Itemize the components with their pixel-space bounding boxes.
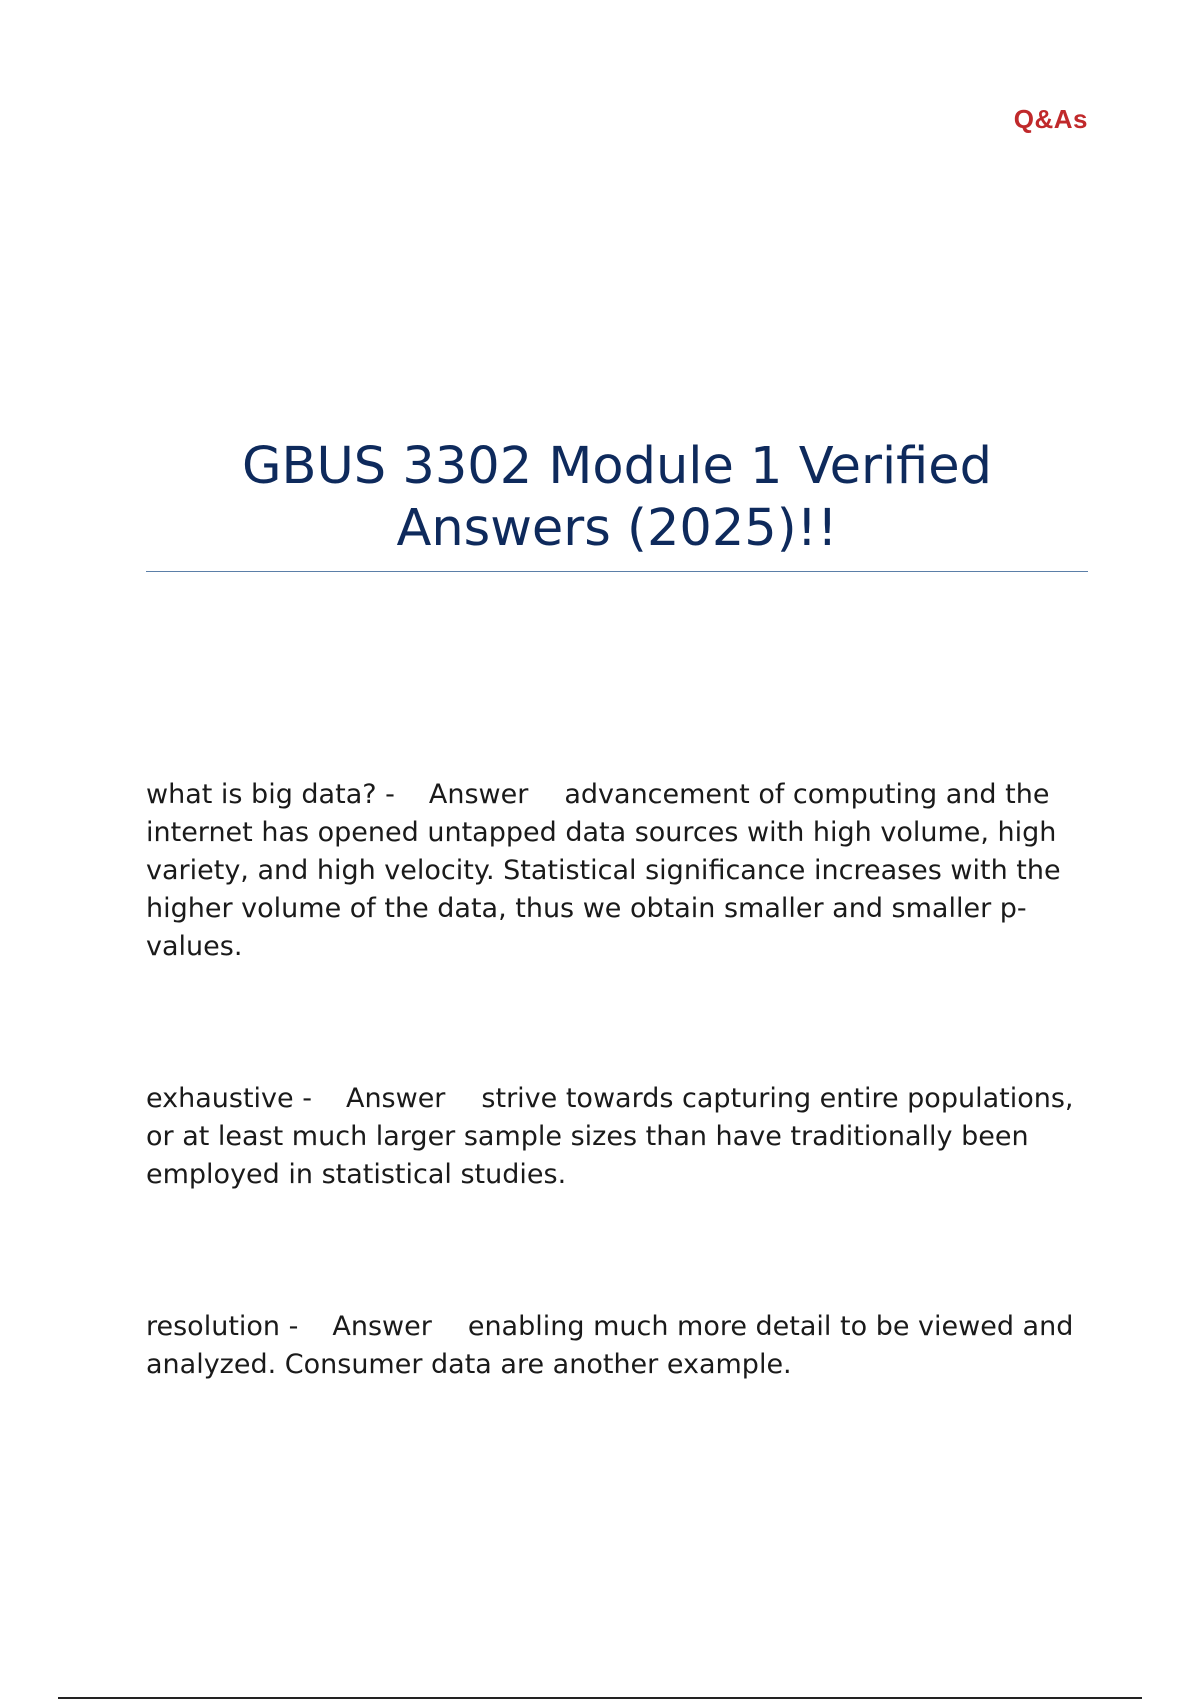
qa-answer-text: advancement of computing and the internet has opened untapped data sources with high volume, high variety, and high velocity. Statistical significance increases with the higher volume of the data, thus we obtain smaller and smaller p-values.: [146, 779, 1061, 962]
footer-divider: [58, 1697, 1142, 1699]
qa-item: [146, 1080, 1096, 1194]
qa-answer-label: Answer: [345, 1083, 446, 1114]
qa-answer-label: Answer: [428, 779, 529, 810]
title-block: [146, 436, 1088, 560]
page-title: [146, 436, 1088, 560]
qa-term: exhaustive -: [146, 1083, 312, 1114]
qa-item: [146, 776, 1096, 966]
qa-list: [146, 776, 1096, 1384]
qa-answer-label: Answer: [332, 1311, 432, 1342]
qa-header-label: Q&As: [1013, 104, 1088, 134]
title-line-1: GBUS 3302 Module 1 Verified: [241, 437, 993, 496]
qa-term: resolution -: [146, 1311, 299, 1342]
qa-item: [146, 1308, 1096, 1384]
qa-term: what is big data? -: [146, 779, 395, 810]
title-divider: [146, 571, 1088, 572]
qa-answer-text: strive towards capturing entire populations, or at least much larger sample sizes than have traditionally been employed in statistical studies.: [146, 1083, 1074, 1190]
title-line-2: Answers (2025)!!: [396, 499, 838, 558]
qa-answer-text: enabling much more detail to be viewed and analyzed. Consumer data are another example.: [146, 1311, 1074, 1380]
